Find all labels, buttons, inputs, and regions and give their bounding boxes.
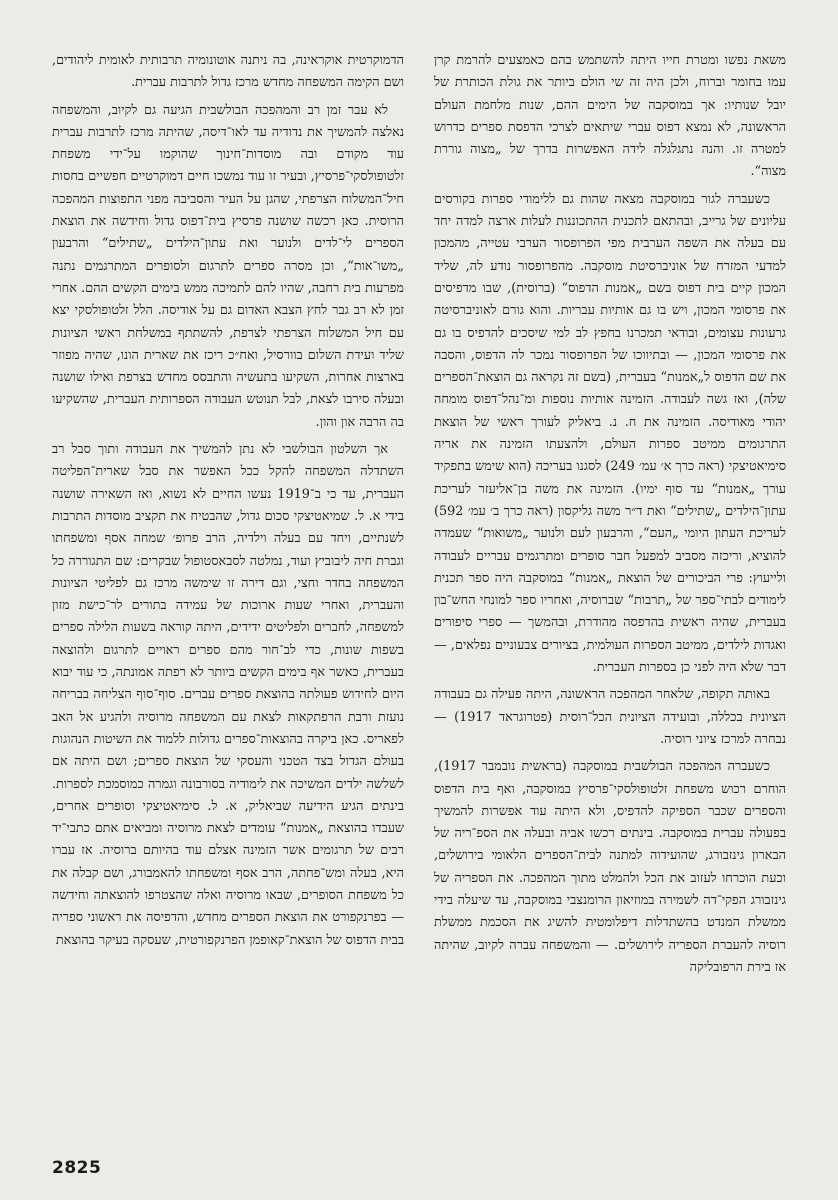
- paragraph: הדמוקרטית אוקראינה, בה ניתנה אוטונומיה תרבותית לאומית ליהודים, ושם הקימה המשפחה מחדש מרכז גדול לתרבות עברית.: [52, 53, 404, 91]
- text-columns: [52, 50, 786, 1125]
- paragraph: לא עבר זמן רב והמהפכה הבולשבית הגיעה גם לקיוב, והמשפחה נאלצה להמשיך את נדודיה עד לאו־דיסה, שהיתה מרכז לתרבות עברית עוד מקודם ובה מוסדות־חינוך שהוקמו על־ידי משפחת זלטופולסקי־פרסיץ, ובעיר זו עוד נמשכו חיים דמוקרטיים חפשיים בחסות חיל־המשלוח הצרפתי, שהגן על העיר והסביבה מפני התפוצות המהפכה הרוסית. כאן רכשה שושנה פרסיץ בית־דפוס גדול וחידשה את הוצאת הספרים לי־לדים ולנוער ואת עתון־הילדים „שתילים“ והרבעון „משו־אות“, וכן מסרה ספרים לתרגום ולסופרים המתרגמים נתנה מפרעות בית רחבה, שהיו להם לתמיכה ממש בימים הקשים ההם. אחרי זמן לא רב גבר לחץ הצבא האדום גם על אודיסה. הלל זלטופולסקי יצא עם חיל המשלוח הצרפתי לצרפת, להשתתף במשלחת ראשי הציונות שליד ועידת השלום בוורסיל, ואח״כ ריכז את שארית הונו, שהיה מפוזר בארצות אחרות, השקיעו בתעשיה והתבסס מחדש בצרפת ואילו שושנה ובעלה סירבו לצאת, לבל תנוטש העבודה הספרותית העברית, שהשקיעו בה הרבה און והון.: [52, 102, 404, 430]
- column-right: [434, 50, 786, 1125]
- paragraph: כשעברה לגור במוסקבה מצאה שהות גם ללימודי ספרות בקורסים עליונים של גרייב, ובהתאם לתכנית ההתכוננות לעלות ארצה למדה יחד עם בעלה את השפה הערבית מפי הפרופסור הערבי עטייה, מהמכון למדעי המזרח של אוניברסיטת מוסקבה. מהפרופסור נודע לה, שליד המכון קיים בית דפוס בשם „אמנות הדפוס“ (ברוסית), שבו מדפיסים את פרסומי המכון, ויש בו גם אותיות עבריות. והוא גורם לאוניברסיטה גרעונות עצומים, ובודאי תמכרנו בחפץ לב למי שיסכים להדפיס בו גם את פרסומי המכון, — ובתיווכו של הפרופסור נמכר לה הדפוס, והסבה את שם הדפוס ל„אמנות“ בעברית, (בשם זה נקראה גם הוצאת־הספרים שלה), ואז גשה לעבודה. הזמינה אותיות נוספות ומ־נהל־דפוס מומחה יהודי מאודיסה. הזמינה את ח. נ. ביאליק לעורך ראשי של הוצאת התרגומים ממיטב ספרות העולם, ולהצעתו הזמינה את אריה סימיאטיצקי (ראה כרך א׳ עמ׳ 249) לסגנו בעריכה (הוא שימש בתפקיד עורך „אמנות“ עד סוף ימיו). הזמינה את משה בן־אליעזר לעריכת עתון־הילדים „שתילים“ ואת ד״ר משה גליקסון (ראה כרך ב׳ עמ׳ 592) לעריכת העתון היומי „העם“, והרבעון לעם ולנוער „משואות“ שעמדה להוציא, וריכזה מסביב למפעל חבר סופרים ומתרגמים עבריים לעבודה ולייעוץ: פרי הביכורים של הוצאת „אמנות“ במוסקבה היה ספר תכנית לימודים לבתי־ספר של „תרבות“ שברוסיה, ואחריו ספר למונחי החש־בון בעברית, שהיה ראשית בהדפסה מהודרת, ובהמשך — ספרי סיפורים ואגדות לילדים, ממיטב הספרות העולמית, בציורים צבעוניים נפלאים, — דבר שלא היה לפני כן בספרות העברית.: [434, 191, 786, 676]
- paragraph: משאת נפשו ומטרת חייו היתה להשתמש בהם כאמצעים להרמת קרן עמו בחומר וברוח, ולכן היה זה שי הולם ביותר את גולת הכותרת של יובל שנותיו: אך במוסקבה של הימים ההם, שנות מלחמת העולם הראשונה, לא נמצא דפוס עברי שיתאים לצרכי הדפסת ספרים כדרוש למטרה זו. והנה נתגלגלה לידה האפשרות בדרך של „מצוה גוררת מצוה“.: [434, 53, 786, 180]
- paragraph: באותה תקופה, שלאחר המהפכה הראשונה, היתה פעילה גם בעבודה הציונית בכללה, ובועידה הציונית הכל־רוסית (פטרוגראד 1917) — נבחרה למרכז ציוני רוסיה.: [434, 687, 786, 747]
- paragraph: אך השלטון הבולשבי לא נתן להמשיך את העבודה ותוך סבל רב השתדלה המשפחה להקל ככל האפשר את סבל שארית־הפליטה העברית, עד כי ב־1919 נעשו החיים לא נשוא, ואז השאירה שושנה בידי א. ל. שמיאטיצקי סכום גדול, שהבטיח את תקציב מוסדות התרבות לשנתיים, ויחד עם בעלה וילדיה, הרב פרופ׳ שמחה אסף ומשפחתו וגברת חיה ליבוביץ ועוד, נמלטה לסבאסטופול שבקרים: שם התגוררה כל המשפחה בחדר וחצי, וגם דירה זו שימשה מרכז גם לפליטי הציונות והעברית, ואחרי שעות ארוכות של עמידה בתורים לר־כישת מזון למשפחה, לחברים ולפליטים ידידים, היתה קוראה בשעות הלילה ספרים בשפות שונות, כדי לב־חור מהם ספרים ראויים לתרגום ולהוצאה בעברית, כאשר אף בימים הקשים ביותר לא רפתה אמונתה, כי עוד יבוא היום לחידוש פעולתה בהוצאת ספרים עברים. סוף־סוף הצליחה בבריחה נועזת ורבת הרפתקאות לצאת עם המשפחה מרוסיה ולהגיע אל האב לפאריס. כאן ביקרה בהוצאות־ספרים גדולות ללמוד את השיטות הנהוגות בעולם הגדול בצד הטכני והעסקי של הוצאת ספרים; ושם היתה אם לשלשה ילדים המשיכה את לימודיה בסורבונה וגמרה כמוסמכת לספרות. בינתים הגיע הידיעה שביאליק, א. ל. סימיאטיצקי וסופרים אחרים, שעבדו בהוצאת „אמנות“ עומדים לצאת מרוסיה ומביאים אתם כתבי־יד רבים של תרגומים אשר הזמינה אצלם עוד בהיותם ברוסיה. אז עברו היא, בעלה ומש־פחתה, הרב אסף ומשפחתו להאמבורג, ושם קבלה את כל משפחת הסופרים, שבאו מרוסיה ואלה שהצטרפו להוצאתה וחידשה — בפרנקפורט את הוצאת הספרים מחדש, והדפיסה את ראשוני ספריה בבית הדפוס של הוצאת־קאופמן הפרנקפורטית, שעסקה בעיקר בהוצאת: [52, 442, 404, 948]
- paragraph: כשעברה המהפכה הבולשבית במוסקבה (בראשית נובמבר 1917), הוחרם רכוש משפחת זלטופולסקי־פרסיץ במוסקבה, ואף בית הדפוס והספרים שכבר הספיקה להדפיס, ולא היתה עוד אפשרות להמשיך בפעולה עברית במוסקבה. בינתים רכשו אביה ובעלה את הספ־ריה של הבארון גינזבורג, שהועידוה למתנה לבית־הספרים הלאומי בירושלים, וכעת הוכרחו לעזוב את הכל ולהמלט מתוך המהפכה. את הספריה של גינזבורג הפקי־דה לשמירה במוזיאון הרומנצבי במוסקבה, עד שיעלה בידי ממשלת המנדט בהשתדלות דיפלומטית להשיג את הסכמת ממשלת רוסיה להעברת הספריה לירושלים. — והמשפחה עברה לקיוב, שהיתה אז בירת הרפובליקה: [434, 759, 786, 975]
- column-left: [52, 50, 404, 1125]
- page-number: 2825: [52, 1158, 102, 1178]
